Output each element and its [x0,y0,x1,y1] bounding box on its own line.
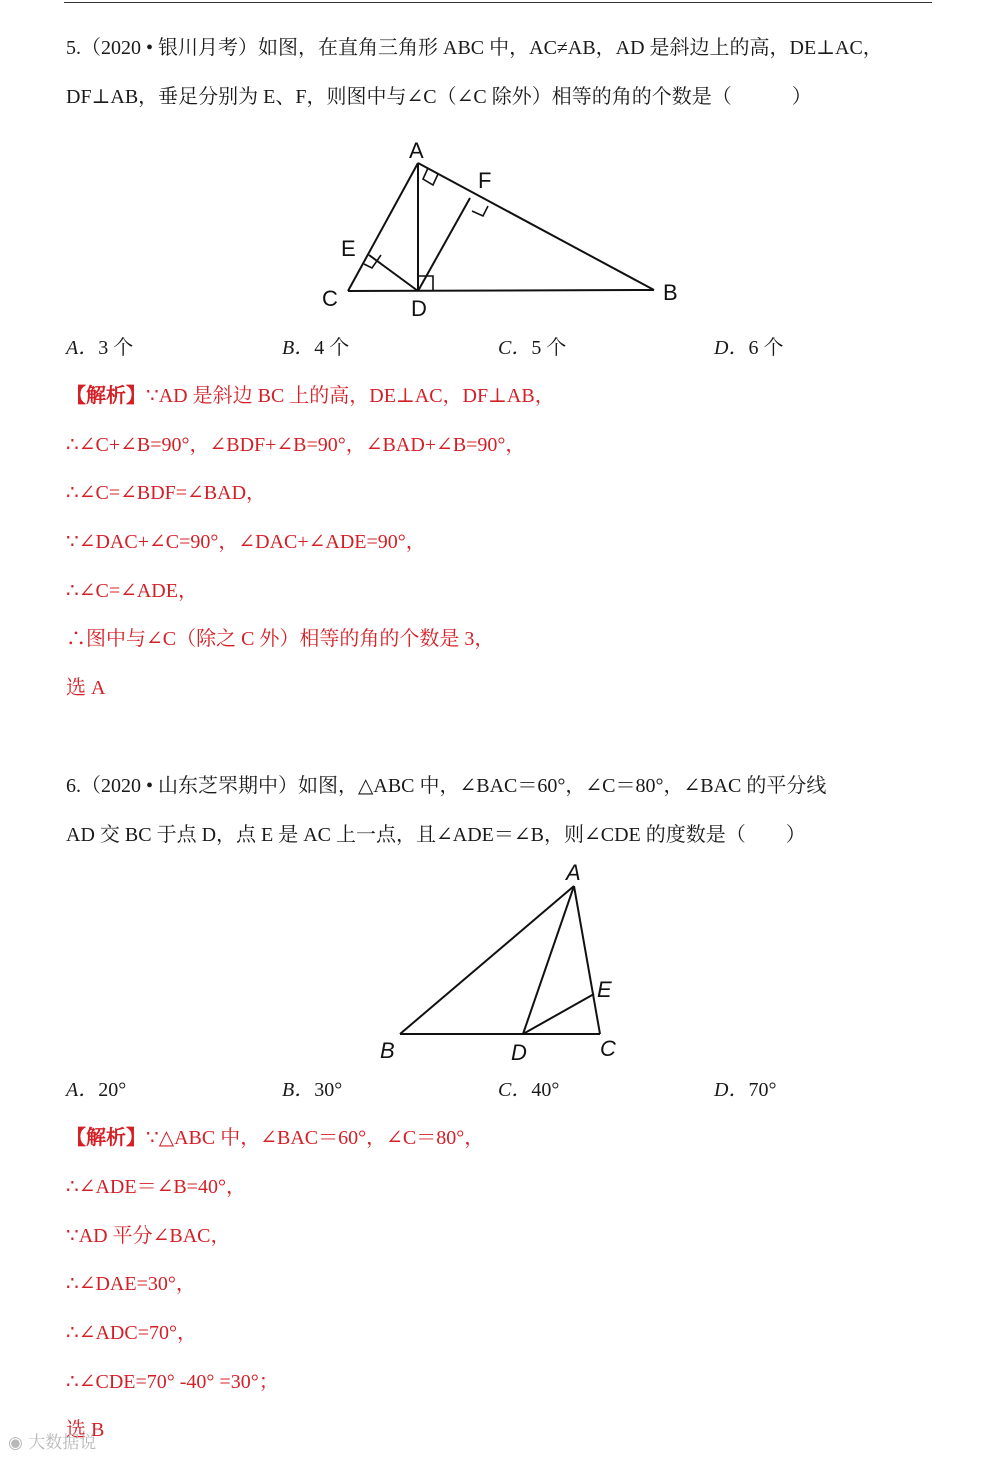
q6-label-c: C [600,1036,616,1061]
q6-option-b[interactable]: B．30° [282,1079,343,1101]
q5-label-f: F [478,168,492,193]
q5-solution-header: 【解析】 [66,385,146,407]
q5-solution-line: ∵∠DAC+∠C=90°，∠DAC+∠ADE=90°， [66,531,426,553]
q5-segment-cb [348,290,654,291]
q5-label-d: D [411,296,427,321]
q6-solution-line: ∴∠DAE=30°， [66,1273,196,1295]
q6-segment-ac [574,886,600,1034]
q5-solution-line: 【解析】∵AD 是斜边 BC 上的高，DE⊥AC，DF⊥AB， [66,385,555,407]
q6-solution-line: 【解析】∵△ABC 中，∠BAC＝60°，∠C＝80°， [66,1127,485,1149]
weibo-logo-icon: ◉ [8,1433,29,1453]
q6-option-d[interactable]: D．70° [714,1079,777,1101]
q5-solution-line: ∴∠C=∠ADE， [66,580,198,602]
top-rule [64,2,932,3]
q6-label-d: D [511,1040,527,1065]
q5-option-a[interactable]: A．3 个 [66,337,134,359]
q5-option-d[interactable]: D．6 个 [714,337,784,359]
q6-option-a[interactable]: A．20° [66,1079,127,1101]
q5-stem-line-1: 5.（2020 • 银川月考）如图，在直角三角形 ABC 中，AC≠AB，AD 是斜边上的高，DE⊥AC， [66,37,883,59]
q5-figure [310,130,700,325]
q6-solution-header: 【解析】 [66,1127,146,1149]
q5-option-c[interactable]: C．5 个 [498,337,567,359]
q6-solution-line: ∵AD 平分∠BAC， [66,1225,231,1247]
q5-solution-line: ∴图中与∠C（除之 C 外）相等的角的个数是 3， [66,628,495,650]
q5-label-a: A [409,138,424,163]
q6-solution-line: ∴∠ADC=70°， [66,1322,197,1344]
q5-stem-line-2: DF⊥AB，垂足分别为 E、F，则图中与∠C（∠C 除外）相等的角的个数是（ ） [66,86,812,108]
q5-label-b: B [663,280,678,305]
q6-stem-line-1: 6.（2020 • 山东芝罘期中）如图，△ABC 中，∠BAC＝60°，∠C＝80°，∠BAC 的平分线 [66,775,827,797]
q5-solution-answer: 选 A [66,677,106,699]
q5-solution-line: ∴∠C=∠BDF=∠BAD， [66,482,267,504]
q6-option-c[interactable]: C．40° [498,1079,560,1101]
q5-right-angle-f [472,206,488,216]
watermark: ◉ 大数据说 [8,1433,97,1453]
q5-label-e: E [341,236,356,261]
q5-segment-df [418,198,470,291]
q6-stem-line-2: AD 交 BC 于点 D，点 E 是 AC 上一点，且∠ADE＝∠B，则∠CDE 的度数是（ ） [66,824,806,846]
q6-segment-de [523,994,594,1034]
q6-solution-line: ∴∠ADE＝∠B=40°， [66,1176,246,1198]
q5-option-b[interactable]: B．4 个 [282,337,350,359]
q6-figure [370,855,630,1070]
q5-label-c: C [322,286,338,311]
q5-solution-line: ∴∠C+∠B=90°，∠BDF+∠B=90°，∠BAD+∠B=90°， [66,434,526,456]
q6-label-a: A [566,860,581,885]
q5-segment-ac [348,163,418,291]
q6-solution-line: ∴∠CDE=70° -40° =30°； [66,1371,279,1393]
q6-label-b: B [380,1038,395,1063]
q6-label-e: E [597,977,612,1002]
q6-solution-answer: 选 B [66,1419,105,1441]
